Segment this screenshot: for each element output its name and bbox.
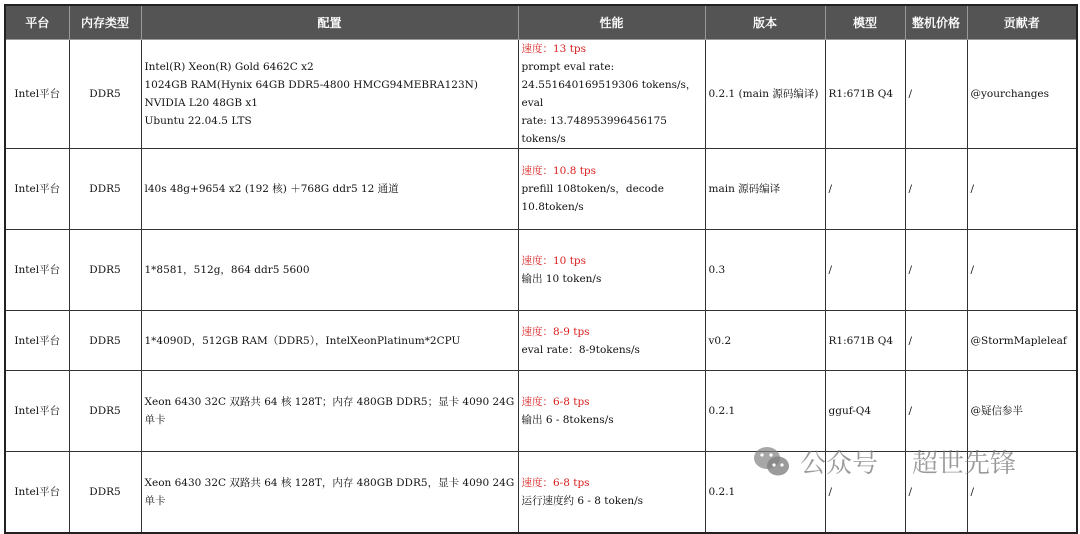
- memory-cell: DDR5: [69, 371, 141, 452]
- version-cell: main 源码编译: [705, 149, 825, 230]
- performance-cell: [518, 311, 705, 371]
- header-model: 模型: [825, 5, 905, 40]
- table-row: [5, 40, 1077, 149]
- contributor-cell: /: [967, 230, 1077, 311]
- speed-label: 速度：10 tps: [521, 255, 587, 267]
- header-performance: 性能: [518, 5, 705, 40]
- performance-cell: [518, 230, 705, 311]
- model-cell: /: [825, 452, 905, 533]
- config-line: 1*8581，512g，864 ddr5 5600: [144, 264, 310, 276]
- memory-cell: DDR5: [69, 311, 141, 371]
- config-cell: [141, 149, 518, 230]
- version-cell: 0.2.1: [705, 452, 825, 533]
- model-cell: R1:671B Q4: [825, 311, 905, 371]
- performance-line: 24.551640169519306 tokens/s，eval: [521, 79, 697, 109]
- price-cell: /: [905, 149, 967, 230]
- header-memory: 内存类型: [69, 5, 141, 40]
- config-line: Intel(R) Xeon(R) Gold 6462C x2: [144, 61, 314, 73]
- header-platform: 平台: [5, 5, 69, 40]
- performance-cell: [518, 149, 705, 230]
- speed-label: 速度：13 tps: [521, 43, 587, 55]
- config-line: l40s 48g+9654 x2 (192 核) ＋768G ddr5 12 通道: [144, 183, 399, 195]
- model-cell: /: [825, 230, 905, 311]
- table-row: [5, 149, 1077, 230]
- watermark: [752, 443, 1016, 480]
- platform-cell: Intel平台: [5, 40, 69, 149]
- config-line: NVIDIA L20 48GB x1: [144, 97, 258, 109]
- performance-cell: [518, 40, 705, 149]
- performance-line: 输出 6 - 8tokens/s: [521, 414, 614, 426]
- config-line: 1*4090D，512GB RAM（DDR5），IntelXeonPlatinum*2CPU: [144, 334, 461, 347]
- performance-line: prompt eval rate:: [521, 61, 615, 73]
- performance-line: prefill 108token/s，decode: [521, 183, 664, 195]
- performance-line: 输出 10 token/s: [521, 273, 602, 285]
- memory-cell: DDR5: [69, 230, 141, 311]
- memory-cell: DDR5: [69, 452, 141, 533]
- config-line: Ubuntu 22.04.5 LTS: [144, 115, 252, 127]
- contributor-cell: @yourchanges: [967, 40, 1077, 149]
- config-line: Xeon 6430 32C 双路共 64 核 128T，内存 480GB DDR5，显卡 4090 24G: [144, 476, 515, 489]
- header-version: 版本: [705, 5, 825, 40]
- price-cell: /: [905, 371, 967, 452]
- speed-label: 速度：8-9 tps: [521, 325, 590, 338]
- performance-line: 运行速度约 6 - 8 token/s: [521, 494, 644, 507]
- table-row: [5, 230, 1077, 311]
- header-row: [5, 5, 1077, 40]
- platform-cell: Intel平台: [5, 230, 69, 311]
- config-cell: [141, 230, 518, 311]
- contributor-cell: @疑信参半: [967, 371, 1077, 452]
- performance-cell: [518, 371, 705, 452]
- price-cell: /: [905, 452, 967, 533]
- model-cell: R1:671B Q4: [825, 40, 905, 149]
- version-cell: 0.3: [705, 230, 825, 311]
- table-row: [5, 311, 1077, 371]
- contributor-cell: /: [967, 452, 1077, 533]
- config-cell: [141, 311, 518, 371]
- wechat-icon: [752, 445, 792, 479]
- platform-cell: Intel平台: [5, 311, 69, 371]
- config-cell: [141, 452, 518, 533]
- performance-line: eval rate：8-9tokens/s: [521, 343, 640, 356]
- contributor-cell: @StormMapleleaf: [967, 311, 1077, 371]
- version-cell: 0.2.1: [705, 371, 825, 452]
- price-cell: /: [905, 230, 967, 311]
- memory-cell: DDR5: [69, 149, 141, 230]
- memory-cell: DDR5: [69, 40, 141, 149]
- performance-cell: [518, 452, 705, 533]
- speed-label: 速度：6-8 tps: [521, 476, 590, 489]
- config-line: 1024GB RAM(Hynix 64GB DDR5-4800 HMCG94MEBRA123N): [144, 79, 478, 91]
- watermark-left: 公众号: [800, 449, 879, 479]
- price-cell: /: [905, 40, 967, 149]
- platform-cell: Intel平台: [5, 452, 69, 533]
- watermark-right: 超世先锋: [912, 449, 1017, 479]
- table-row: [5, 371, 1077, 452]
- config-cell: [141, 371, 518, 452]
- version-cell: 0.2.1 (main 源码编译): [705, 40, 825, 149]
- config-line: 单卡: [144, 494, 166, 507]
- header-config: 配置: [141, 5, 518, 40]
- header-price: 整机价格: [905, 5, 967, 40]
- config-line: Xeon 6430 32C 双路共 64 核 128T；内存 480GB DDR5；显卡 4090 24G: [144, 396, 515, 408]
- platform-cell: Intel平台: [5, 149, 69, 230]
- config-line: 单卡: [144, 414, 166, 426]
- performance-line: rate: 13.748953996456175 tokens/s: [521, 115, 667, 145]
- contributor-cell: /: [967, 149, 1077, 230]
- version-cell: v0.2: [705, 311, 825, 371]
- config-cell: [141, 40, 518, 149]
- speed-label: 速度：10.8 tps: [521, 165, 597, 177]
- header-contributor: 贡献者: [967, 5, 1077, 40]
- performance-line: 10.8token/s: [521, 201, 584, 213]
- price-cell: /: [905, 311, 967, 371]
- speed-label: 速度：6-8 tps: [521, 396, 590, 408]
- platform-cell: Intel平台: [5, 371, 69, 452]
- model-cell: /: [825, 149, 905, 230]
- model-cell: gguf-Q4: [825, 371, 905, 452]
